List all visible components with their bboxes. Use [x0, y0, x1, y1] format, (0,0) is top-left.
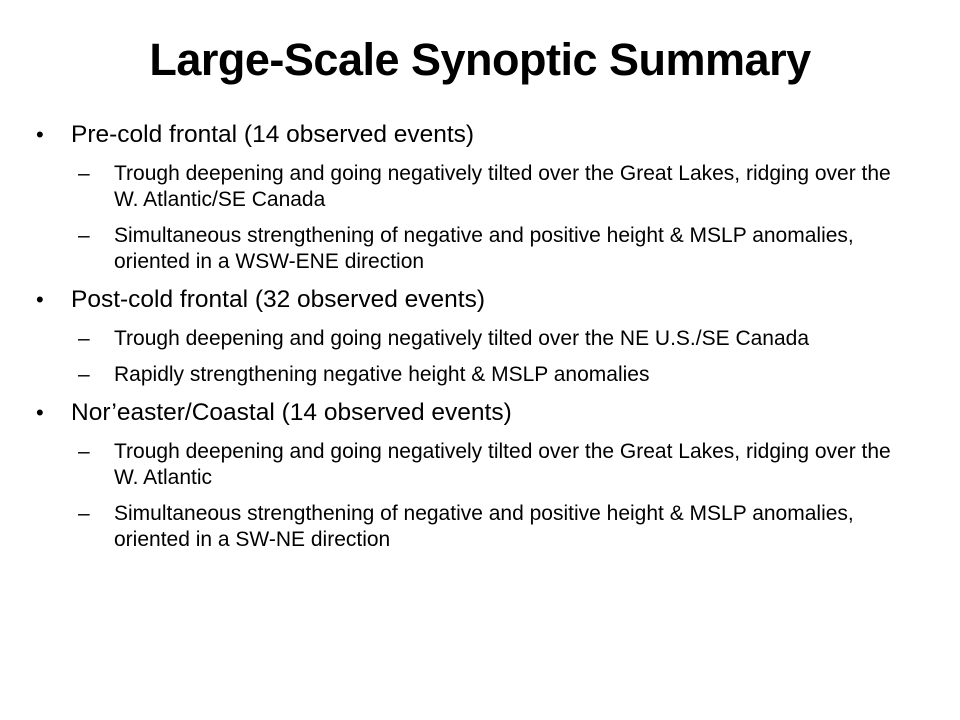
sub-point — [36, 161, 904, 213]
section-heading-text: Nor’easter/Coastal (14 observed events) — [71, 399, 512, 426]
dash-icon: – — [78, 502, 90, 525]
bullet-icon: • — [36, 287, 44, 312]
sub-point — [36, 439, 904, 491]
section-heading — [36, 398, 916, 428]
sub-point — [36, 501, 904, 553]
dash-icon: – — [78, 162, 90, 185]
sub-point — [36, 362, 904, 388]
sub-point-text: Rapidly strengthening negative height & MSLP anomalies — [114, 363, 650, 386]
sub-point-text: Trough deepening and going negatively tilted over the Great Lakes, ridging over the W. Atlantic — [114, 440, 891, 489]
sub-point-text: Trough deepening and going negatively tilted over the NE U.S./SE Canada — [114, 327, 810, 350]
sub-point-text: Simultaneous strengthening of negative and positive height & MSLP anomalies, oriented in a WSW-ENE direction — [114, 224, 854, 273]
bullet-icon: • — [36, 400, 44, 425]
dash-icon: – — [78, 440, 90, 463]
slide-title: Large-Scale Synoptic Summary — [149, 34, 811, 85]
section-heading — [36, 120, 916, 150]
dash-icon: – — [78, 327, 90, 350]
dash-icon: – — [78, 363, 90, 386]
dash-icon: – — [78, 224, 90, 247]
sub-point-text: Trough deepening and going negatively tilted over the Great Lakes, ridging over the W. Atlantic/SE Canada — [114, 162, 891, 211]
section-heading-text: Post-cold frontal (32 observed events) — [71, 286, 485, 313]
sub-point — [36, 326, 904, 352]
sub-point-text: Simultaneous strengthening of negative and positive height & MSLP anomalies, oriented in a SW-NE direction — [114, 502, 854, 551]
section-heading-text: Pre-cold frontal (14 observed events) — [71, 121, 475, 148]
bullet-icon: • — [36, 122, 44, 147]
sub-point — [36, 223, 904, 275]
section-heading — [36, 285, 916, 315]
slide-body — [36, 120, 916, 563]
